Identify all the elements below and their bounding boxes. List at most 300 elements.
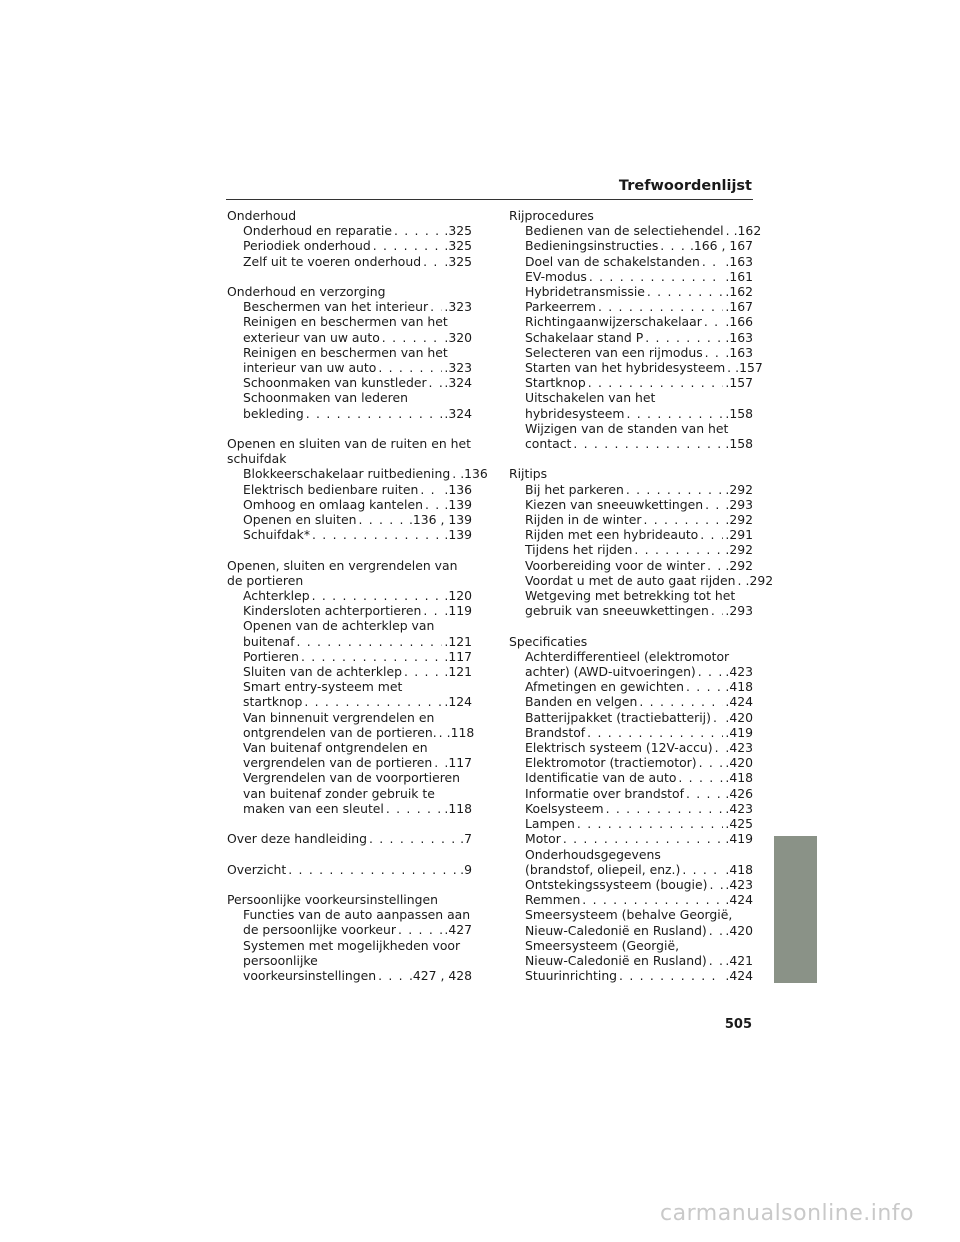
index-page-ref: .323 [444, 299, 472, 315]
index-entry-text: Achterklep [243, 588, 310, 604]
index-entry-text: Starten van het hybridesysteem [525, 360, 726, 376]
page-number: 505 [724, 1017, 752, 1032]
index-entry-text: achter) (AWD-uitvoeringen) [525, 664, 696, 680]
leader-dots [647, 284, 724, 299]
index-subentry [509, 421, 753, 451]
index-subentry [227, 299, 472, 314]
leader-dots [705, 497, 723, 512]
leader-dots [369, 831, 458, 846]
index-entry-line [243, 375, 472, 390]
index-subentry [509, 649, 753, 679]
index-page-ref: .292 [725, 557, 753, 573]
index-subentry-pre: Wijzigen van de standen van het [525, 420, 729, 436]
leader-dots [698, 664, 724, 679]
index-entry-line [525, 923, 753, 938]
leader-dots [643, 512, 723, 527]
index-subentry [509, 786, 753, 801]
index-entry-text: Elektrisch systeem (12V-accu) [525, 740, 713, 756]
leader-dots [727, 360, 733, 375]
leader-dots [378, 360, 442, 375]
index-entry-line [525, 512, 753, 527]
leader-dots [702, 254, 724, 269]
index-entry-text: buitenaf [243, 633, 295, 649]
leader-dots [738, 573, 744, 588]
index-page-ref: .166 , 167 [689, 238, 753, 254]
leader-dots [358, 512, 406, 527]
index-page-ref: .118 [446, 724, 475, 740]
leader-dots [423, 254, 442, 269]
index-subentry [509, 345, 753, 360]
index-page-ref: .420 [725, 922, 753, 938]
index-entry-text: interieur van uw auto [243, 360, 377, 376]
index-entry-text: Afmetingen en gewichten [525, 679, 685, 695]
index-entry-text: Blokkeerschakelaar ruitbediening [243, 466, 451, 482]
index-page-ref: .324 [444, 375, 472, 391]
index-entry-line [243, 968, 472, 983]
index-entry-line [525, 664, 753, 679]
index-column-right [509, 208, 774, 999]
leader-dots [699, 755, 724, 770]
index-subentry [509, 710, 753, 725]
index-page-ref: .323 [444, 360, 472, 376]
index-page-ref: .136 [460, 466, 488, 482]
index-page-ref: .163 [725, 253, 753, 269]
index-subentry [509, 254, 753, 269]
index-heading: Rijprocedures [509, 208, 594, 223]
index-page-ref: .424 [725, 892, 753, 908]
leader-dots [439, 725, 445, 740]
index-entry-text: Schuifdak* [243, 527, 311, 543]
index-subentry-pre: Uitschakelen van het [525, 390, 656, 406]
index-page-ref: .167 [725, 299, 753, 315]
index-entry-text: Motor [525, 831, 561, 847]
index-entry-text: Nieuw-Caledonië en Rusland) [525, 952, 707, 968]
index-entry-line [525, 299, 753, 314]
index-entry-text: Omhoog en omlaag kantelen [243, 496, 423, 512]
index-entry-text: Over deze handleiding [227, 831, 367, 847]
index-entry [227, 862, 472, 877]
index-subentry-pre: Smart entry-systeem met [243, 679, 403, 695]
index-entry [227, 831, 472, 846]
index-subentry [227, 482, 472, 497]
index-subentry [509, 831, 753, 846]
index-entry-text: Bij het parkeren [525, 481, 624, 497]
index-entry-line [525, 816, 753, 831]
index-subentry [227, 223, 472, 238]
index-page-ref: .427 [444, 922, 472, 938]
index-page-ref: .418 [725, 861, 753, 877]
leader-dots [634, 542, 723, 557]
index-subentry [509, 375, 753, 390]
index-subentry [227, 527, 472, 542]
index-subentry [227, 770, 472, 816]
leader-dots [627, 406, 724, 421]
index-entry-text: Informatie over brandstof [525, 785, 684, 801]
index-subentry [227, 254, 472, 269]
index-subentry [509, 512, 753, 527]
index-page-ref: .420 [725, 755, 753, 771]
index-subentry [509, 801, 753, 816]
index-entry-text: Bedieningsinstructies [525, 238, 659, 254]
index-entry-text: Richtingaanwijzerschakelaar [525, 314, 702, 330]
leader-dots [598, 299, 723, 314]
leader-dots [700, 527, 723, 542]
index-entry-text: Onderhoud en reparatie [243, 223, 392, 239]
index-entry-text: Schoonmaken van kunstleder [243, 375, 427, 391]
leader-dots [577, 816, 723, 831]
index-entry-line [525, 330, 753, 345]
index-page-ref: .166 [725, 314, 753, 330]
index-entry [509, 634, 753, 984]
index-page-ref: .420 [725, 709, 753, 725]
leader-dots [452, 466, 458, 481]
index-entry-line [525, 497, 753, 512]
index-entry [227, 892, 472, 983]
index-subentry [227, 649, 472, 664]
index-page-ref: .325 [444, 223, 472, 239]
index-entry-text: Stuurinrichting [525, 968, 618, 984]
index-subentry [509, 558, 753, 573]
index-entry-line [525, 314, 753, 329]
index-subentry [509, 755, 753, 770]
leader-dots [288, 862, 458, 877]
index-page-ref: .293 [725, 496, 753, 512]
index-subentry [509, 968, 753, 983]
leader-dots [304, 694, 442, 709]
index-subentry [509, 390, 753, 420]
index-page-ref: .423 [725, 740, 753, 756]
index-subentry [509, 740, 753, 755]
leader-dots [312, 588, 443, 603]
index-page-ref: .162 [733, 223, 762, 239]
index-heading: Onderhoud en verzorging [227, 284, 386, 299]
index-subentry [509, 572, 774, 588]
index-page-ref: .291 [725, 527, 753, 543]
index-entry-line [525, 786, 753, 801]
index-entry-text: Overzicht [227, 861, 287, 877]
index-entry-line [525, 740, 753, 755]
index-entry-text: Periodiek onderhoud [243, 238, 371, 254]
index-subentry [509, 816, 753, 831]
index-subentry [509, 330, 753, 345]
leader-dots [705, 345, 724, 360]
index-entry-text: Elektrisch bedienbare ruiten [243, 481, 419, 497]
index-subentry-pre: Vergrendelen van de voorportieren van buitenaf zonder gebruik te [243, 770, 461, 801]
index-page-ref: .419 [725, 724, 753, 740]
index-entry-text: (brandstof, oliepeil, enz.) [525, 861, 681, 877]
index-page-ref: .7 [460, 831, 472, 847]
index-entry-text: Doel van de schakelstanden [525, 253, 700, 269]
index-subentry [509, 360, 763, 376]
index-page-ref: .320 [444, 329, 472, 345]
index-entry-line [243, 497, 472, 512]
index-page-ref: .9 [460, 861, 472, 877]
index-subentry [509, 770, 753, 785]
index-page-ref: .120 [444, 588, 472, 604]
index-entry-line [525, 862, 753, 877]
index-page-ref: .424 [725, 968, 753, 984]
index-page-ref: .423 [725, 800, 753, 816]
index-subentry [227, 938, 472, 984]
leader-dots [312, 527, 442, 542]
index-heading: Openen, sluiten en vergrendelen van de portieren [227, 557, 458, 588]
index-subentry-pre: Openen van de achterklep van [243, 618, 435, 634]
index-subentry [509, 542, 753, 557]
index-entry-text: Beschermen van het interieur [243, 299, 429, 315]
index-subentry [509, 284, 753, 299]
index-page-ref: .136 [444, 481, 472, 497]
index-heading: Persoonlijke voorkeursinstellingen [227, 892, 438, 908]
index-subentry [509, 238, 753, 253]
index-subentry [227, 618, 472, 648]
leader-dots [423, 603, 442, 618]
index-entry-text: vergrendelen van de portieren [243, 755, 433, 771]
index-entry-text: Kindersloten achterportieren [243, 603, 422, 619]
index-entry-line [525, 801, 753, 816]
index-subentry [227, 740, 472, 770]
leader-dots [425, 497, 442, 512]
index-page-ref: .139 [444, 527, 472, 543]
index-column-left [227, 208, 488, 998]
index-entry [227, 208, 472, 269]
index-page-ref: .424 [725, 694, 753, 710]
index-subentry-pre: Achterdifferentieel (elektromotor [525, 648, 730, 664]
index-entry-line [243, 634, 472, 649]
leader-dots [301, 649, 442, 664]
index-entry-line [525, 877, 753, 892]
index-page-ref: .292 [725, 542, 753, 558]
index-subentry [509, 847, 753, 877]
index-entry-text: Voorbereiding voor de winter [525, 557, 706, 573]
index-entry-line [243, 512, 472, 527]
index-page-ref: .119 [444, 603, 472, 619]
index-entry-text: hybridesysteem [525, 405, 625, 421]
index-entry-line [227, 831, 472, 846]
index-entry-line [525, 694, 753, 709]
index-page-ref: .419 [725, 831, 753, 847]
index-subentry [227, 709, 475, 740]
index-entry-text: Voordat u met de auto gaat rijden [525, 572, 736, 588]
leader-dots [382, 330, 443, 345]
index-entry-line [525, 542, 753, 557]
index-entry-line [525, 953, 753, 968]
leader-dots [420, 482, 442, 497]
index-entry-line [525, 725, 753, 740]
index-subentry [227, 603, 472, 618]
index-page-ref: .418 [725, 770, 753, 786]
index-entry-line [243, 527, 472, 542]
index-subentry [509, 527, 753, 542]
index-entry-line [525, 679, 753, 694]
index-entry-line [525, 345, 753, 360]
index-entry-text: Kiezen van sneeuwkettingen [525, 496, 704, 512]
leader-dots [589, 269, 724, 284]
index-subentry-pre: Schoonmaken van lederen [243, 390, 408, 406]
index-subentry [227, 497, 472, 512]
index-subentry-pre: Smeersysteem (Georgië, [525, 937, 680, 953]
index-page-ref: .124 [444, 694, 472, 710]
leader-dots [704, 314, 724, 329]
header-divider [226, 199, 753, 200]
index-subentry [227, 664, 472, 679]
index-entry-text: Sluiten van de achterklep [243, 664, 402, 680]
index-entry-text: gebruik van sneeuwkettingen [525, 603, 709, 619]
leader-dots [707, 558, 723, 573]
leader-dots [619, 968, 723, 983]
index-subentry [227, 466, 488, 482]
index-entry-text: Openen en sluiten [243, 512, 357, 528]
index-entry-line [243, 664, 472, 679]
index-entry-line [525, 375, 753, 390]
index-entry-line [243, 223, 472, 238]
index-heading: Openen en sluiten van de ruiten en het schuifdak [227, 436, 471, 467]
index-entry-line [525, 558, 753, 573]
index-entry-text: Rijden in de winter [525, 512, 642, 528]
index-subentry [509, 725, 753, 740]
index-entry-line [243, 482, 472, 497]
index-entry-text: Startknop [525, 375, 586, 391]
index-subentry [509, 877, 753, 892]
leader-dots [709, 877, 723, 892]
index-entry-text: Rijden met een hybrideauto [525, 527, 699, 543]
index-subentry-pre: Reinigen en beschermen van het [243, 314, 448, 330]
leader-dots [394, 223, 442, 238]
index-subentry [509, 269, 753, 284]
index-entry [227, 557, 475, 816]
index-entry-line [525, 482, 753, 497]
leader-dots [715, 740, 724, 755]
index-heading: Rijtips [509, 466, 548, 482]
index-entry-line [243, 801, 472, 816]
index-subentry [509, 588, 753, 618]
index-page-ref: .292 [725, 512, 753, 528]
index-page-ref: .139 [444, 496, 472, 512]
index-page-ref: .161 [725, 268, 753, 284]
index-entry-text: Portieren [243, 648, 299, 664]
index-entry-text: Zelf uit te voeren onderhoud [243, 253, 422, 269]
leader-dots [434, 755, 442, 770]
leader-dots [645, 330, 723, 345]
index-entry-text: Bedienen van de selectiehendel [525, 223, 724, 239]
section-thumb-tab [774, 836, 817, 983]
index-entry-line [243, 588, 472, 603]
index-entry-line [243, 299, 472, 314]
index-entry-text: Nieuw-Caledonië en Rusland) [525, 922, 707, 938]
index-subentry-pre: Reinigen en beschermen van het [243, 344, 448, 360]
index-entry-text: Koelsysteem [525, 800, 604, 816]
index-subentry [227, 679, 472, 709]
index-entry-text: Brandstof [525, 724, 586, 740]
index-entry-line [525, 572, 774, 588]
index-entry-line [525, 710, 753, 725]
index-page-ref: .427 , 428 [408, 968, 472, 984]
index-subentry-pre: Functies van de auto aanpassen aan [243, 907, 471, 923]
index-subentry [509, 907, 753, 937]
index-entry [509, 466, 774, 619]
leader-dots [386, 801, 443, 816]
leader-dots [587, 725, 723, 740]
index-page-ref: .136 , 139 [408, 512, 472, 528]
leader-dots [563, 831, 724, 846]
index-page-ref: .162 [725, 284, 753, 300]
index-page-ref: .293 [725, 603, 753, 619]
index-entry-line [243, 603, 472, 618]
index-subentry [227, 588, 472, 603]
index-page-ref: .121 [444, 664, 472, 680]
leader-dots [378, 968, 407, 983]
index-entry-line [525, 755, 753, 770]
index-entry-line [243, 238, 472, 253]
leader-dots [404, 664, 442, 679]
index-subentry [509, 892, 753, 907]
index-subentry [509, 299, 753, 314]
leader-dots [573, 436, 723, 451]
index-page-ref: .163 [725, 344, 753, 360]
index-entry-text: contact [525, 436, 572, 452]
index-entry-text: de persoonlijke voorkeur [243, 922, 396, 938]
leader-dots [296, 634, 442, 649]
index-page-ref: .163 [725, 329, 753, 345]
index-page-ref: .158 [725, 436, 753, 452]
index-entry-line [525, 360, 763, 376]
index-entry-text: Hybridetransmissie [525, 284, 645, 300]
index-entry-text: Batterijpakket (tractiebatterij) [525, 709, 711, 725]
index-entry-line [525, 892, 753, 907]
leader-dots [686, 679, 723, 694]
index-subentry [509, 497, 753, 512]
index-page-ref: .158 [725, 405, 753, 421]
leader-dots [606, 801, 724, 816]
index-page-ref: .157 [735, 360, 763, 376]
index-entry-line [525, 284, 753, 299]
leader-dots [588, 375, 724, 390]
leader-dots [726, 223, 732, 238]
index-entry-text: Parkeerrem [525, 299, 596, 315]
index-entry [227, 284, 472, 421]
leader-dots [686, 786, 723, 801]
index-subentry-pre: Van binnenuit vergrendelen en [243, 709, 435, 725]
index-page-ref: .423 [725, 876, 753, 892]
index-entry-text: Identificatie van de auto [525, 770, 677, 786]
index-subentry [227, 390, 472, 420]
leader-dots [678, 770, 723, 785]
index-entry-line [525, 406, 753, 421]
index-entry-line [243, 755, 472, 770]
index-entry-line [243, 724, 475, 740]
index-entry-text: Ontstekingssysteem (bougie) [525, 876, 708, 892]
index-subentry-pre: Van buitenaf ontgrendelen en [243, 740, 428, 756]
leader-dots [709, 923, 724, 938]
page-header-title: Trefwoordenlijst [618, 178, 752, 194]
index-subentry [227, 238, 472, 253]
index-subentry [509, 223, 762, 239]
watermark: carmanualsonline.info [660, 1201, 914, 1226]
index-entry-line [525, 968, 753, 983]
index-entry-line [243, 922, 472, 937]
index-entry-text: maken van een sleutel [243, 800, 384, 816]
index-entry-line [243, 694, 472, 709]
leader-dots [306, 406, 443, 421]
index-subentry-pre: Smeersysteem (behalve Georgië, [525, 907, 733, 923]
index-entry-text: Elektromotor (tractiemotor) [525, 755, 697, 771]
index-entry-text: ontgrendelen van de portieren. [243, 724, 437, 740]
index-entry-text: Schakelaar stand P [525, 329, 644, 345]
index-page-ref: .325 [444, 238, 472, 254]
index-entry-line [227, 862, 472, 877]
index-entry-line [525, 436, 753, 451]
index-entry-line [243, 649, 472, 664]
leader-dots [639, 694, 723, 709]
